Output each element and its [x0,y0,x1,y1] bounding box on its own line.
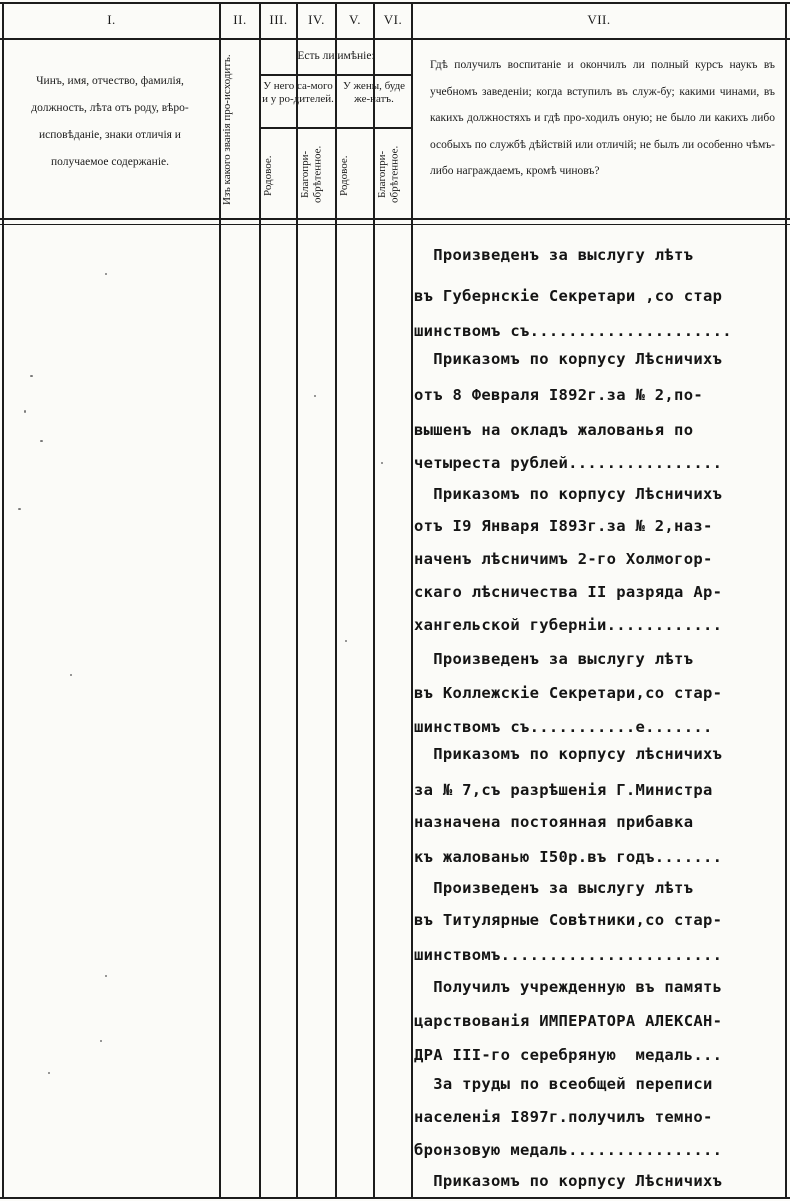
record-line: населенія I897г.получилъ темно- [414,1108,713,1126]
estate-own-header: У него са-мого и у ро-дителей. [262,80,334,105]
roman-numeral-ii: II. [233,12,247,27]
scan-speck [40,440,43,442]
record-line: шинствомъ....................... [414,946,723,964]
record-line: ДРА III-го серебряную медаль... [414,1046,723,1064]
scan-speck [314,395,316,397]
record-line: вышенъ на окладъ жалованья по [414,421,694,439]
scan-speck [24,410,26,413]
rodovoe-header-own: Родовое. [262,155,274,197]
record-line: шинствомъ съ..................... [414,322,732,340]
scan-speck [70,674,72,676]
roman-numeral-vi: VI. [383,12,403,27]
border-top [0,2,790,4]
record-line: въ Титулярные Совѣтники,со стар- [414,911,723,929]
scan-speck [30,375,33,377]
header-bottom-rule-2 [0,224,790,225]
col-divider-3 [296,2,298,1199]
scan-speck [48,1072,50,1074]
header-bottom-rule [0,218,790,220]
record-line: хангельской губерніи............ [414,616,723,634]
record-line: бронзовую медаль................ [414,1141,723,1159]
record-line: наченъ лѣсничимъ 2-го Холмогор- [414,550,713,568]
record-line: шинствомъ съ...........е....... [414,718,713,736]
blagopri-header-wife: Благопри-обрѣтенное. [376,145,401,203]
scan-speck [18,508,21,510]
rodovoe-header-wife: Родовое. [338,155,350,197]
blagopri-header-own: Благопри-обрѣтенное. [299,145,324,203]
record-line: въ Коллежскіе Секретари,со стар- [414,684,723,702]
record-line: отъ I9 Января I893г.за № 2,наз- [414,517,713,535]
roman-numeral-vii: VII. [587,12,611,27]
record-line: Приказомъ по корпусу Лѣсничихъ [414,1172,723,1190]
record-line: назначена постоянная прибавка [414,813,694,831]
col-divider-5 [373,2,375,1199]
col-divider-6 [411,2,413,1199]
col-divider-4 [335,2,337,1199]
record-line: Произведенъ за выслугу лѣтъ [414,650,694,668]
record-line: царствованія ИМПЕРАТОРА АЛЕКСАН- [414,1012,723,1030]
scan-speck [381,462,383,464]
border-bottom [0,1197,790,1199]
record-line: скаго лѣсничества II разряда Ар- [414,583,723,601]
record-line: въ Губернскіе Секретари ,со стар [414,287,723,305]
roman-numeral-iii: III. [269,12,288,27]
scan-speck [105,975,107,977]
record-line: Приказомъ по корпусу лѣсничихъ [414,745,723,763]
col7-header: Гдѣ получилъ воспитаніе и окончилъ ли полный курсъ наукъ въ учебномъ заведеніи; когда вступилъ въ служ-бу; какими чинами, въ какихъ должностяхъ и гдѣ про-ходилъ оную; не было ли какихъ либо особыхъ по службѣ дѣйствій или отличій; не былъ ли особенно чѣмъ-либо награждаемъ, кромѣ чиновъ? [430,59,775,177]
border-right [785,2,787,1199]
record-line: за № 7,съ разрѣшенія Г.Министра [414,781,713,799]
scan-speck [100,1040,102,1042]
record-line: За труды по всеобщей переписи [414,1075,713,1093]
record-line: Получилъ учрежденную въ память [414,978,723,996]
roman-row-rule [0,38,790,40]
roman-numeral-i: I. [107,12,116,27]
scan-speck [345,640,347,642]
record-line: Произведенъ за выслугу лѣтъ [414,879,694,897]
record-line: Приказомъ по корпусу Лѣсничихъ [414,350,723,368]
record-line: къ жалованью I50р.въ годъ....... [414,848,723,866]
border-left [2,2,4,1199]
record-line: четыреста рублей................ [414,454,723,472]
col-divider-2 [259,2,261,1199]
col1-header: Чинъ, имя, отчество, фамилія, должность, лѣта отъ роду, вѣро-исповѣданіе, знаки отличія и получаемое содержаніе. [31,75,189,168]
estate-title: Есть ли имѣніе: [297,50,375,62]
roman-numeral-iv: IV. [308,12,325,27]
record-line: Приказомъ по корпусу Лѣсничихъ [414,485,723,503]
estate-wife-header: У жены, буде же-натъ. [342,80,406,105]
record-line: Произведенъ за выслугу лѣтъ [414,246,694,264]
col2-header: Изъ какого званія про-исходитъ. [221,54,233,206]
roman-numeral-v: V. [349,12,361,27]
record-line: отъ 8 Февраля I892г.за № 2,по- [414,386,703,404]
scan-speck [105,273,107,275]
